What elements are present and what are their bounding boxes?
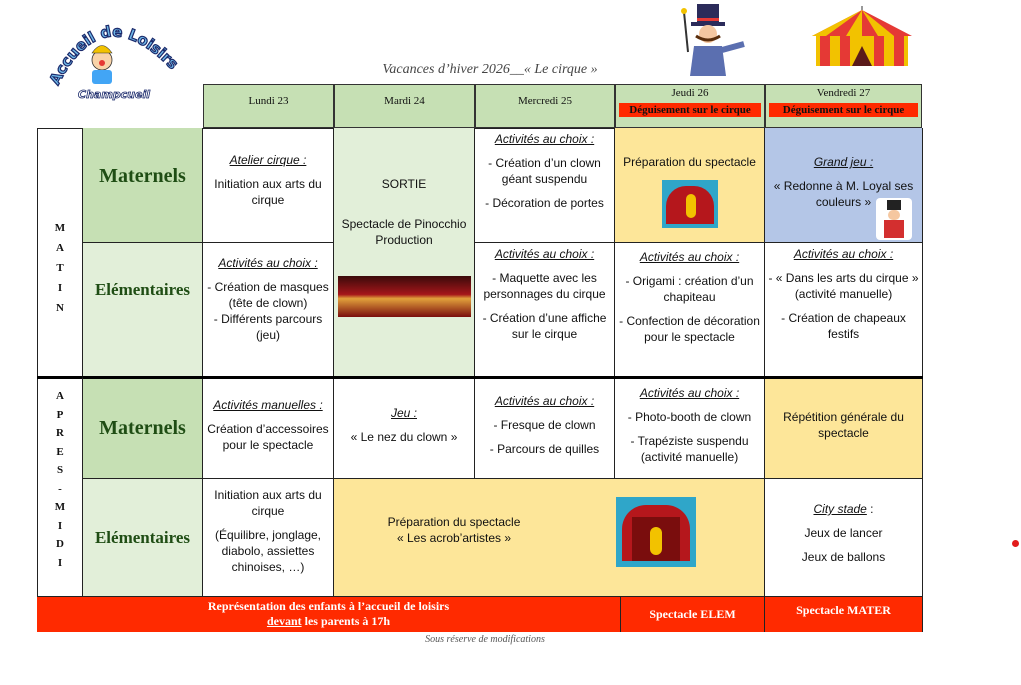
cell-aprem-maternels-jeudi xyxy=(615,379,765,479)
day-header-lundi xyxy=(203,84,334,128)
activity-title: Activités au choix : xyxy=(494,132,595,146)
activity-line: - Différents parcours (jeu) xyxy=(213,312,323,342)
representation-suffix: les parents à 17h xyxy=(301,614,391,628)
period-letter: I xyxy=(57,519,63,532)
activity-line: - « Dans les arts du cirque » (activité manuelle) xyxy=(768,271,919,301)
activity-title: Activités au choix : xyxy=(494,394,595,408)
period-letter: I xyxy=(57,556,63,569)
spectacle-elem-badge: Spectacle ELEM xyxy=(621,596,765,632)
activity-line: - Création de chapeaux festifs xyxy=(781,311,906,341)
period-letter: R xyxy=(56,427,64,439)
day-name: Lundi 23 xyxy=(248,95,289,107)
group-label-elementaires-aprem: Elémentaires xyxy=(83,479,203,596)
cell-aprem-maternels-mardi xyxy=(334,379,475,479)
day-name: Jeudi 26 xyxy=(671,87,709,99)
activity-line: Jeux de lancer xyxy=(804,526,883,540)
activity-line: - Création d’une affiche sur le cirque xyxy=(482,311,607,341)
period-letter: A xyxy=(56,242,64,254)
activity-line: - Création d’un clown géant suspendu xyxy=(488,156,601,186)
activity-title: Activités au choix : xyxy=(494,247,595,261)
activity-line: - Maquette avec les personnages du cirque xyxy=(483,271,606,301)
activity-line: - Décoration de portes xyxy=(485,196,604,210)
cell-matin-maternels-mercredi xyxy=(475,128,615,243)
activity-line: « Redonne à M. Loyal ses couleurs » xyxy=(773,179,914,209)
activity-title-suffix: : xyxy=(866,502,874,516)
day-header-jeudi xyxy=(615,84,765,128)
period-apres-midi xyxy=(37,376,83,596)
svg-text:Accueil de Loisirs xyxy=(46,22,180,87)
period-letter: A xyxy=(56,390,64,402)
modifications-note: Sous réserve de modifications xyxy=(425,634,545,645)
activity-title: Activités manuelles : xyxy=(213,398,323,412)
activity-line: Jeux de ballons xyxy=(801,550,886,564)
activity-line: Préparation du spectacle xyxy=(623,155,756,169)
period-letter: M xyxy=(54,222,66,234)
circus-stage-icon xyxy=(662,180,718,228)
activity-line: - Trapéziste suspendu (activité manuelle) xyxy=(630,434,749,464)
activity-line: Spectacle de Pinocchio Production xyxy=(341,217,467,247)
day-name: Mardi 24 xyxy=(384,95,425,107)
period-matin xyxy=(37,128,83,376)
spectacle-mater-badge: Spectacle MATER xyxy=(765,596,922,632)
day-name: Mercredi 25 xyxy=(517,95,573,107)
cell-matin-elementaires-jeudi xyxy=(615,243,765,376)
activity-line: - Création de masques (tête de clown) xyxy=(207,280,329,310)
period-letter: P xyxy=(56,408,64,421)
period-letter: D xyxy=(56,538,64,550)
activity-line: - Parcours de quilles xyxy=(489,442,600,456)
logo-clown-icon xyxy=(30,8,180,103)
activity-line: Initiation aux arts du cirque xyxy=(214,488,322,518)
activity-title: City stade xyxy=(813,502,867,516)
period-letter: I xyxy=(57,282,63,294)
costume-note-badge: Déguisement sur le cirque xyxy=(619,103,761,117)
cell-matin-elementaires-vendredi xyxy=(765,243,922,376)
theater-photo xyxy=(338,276,471,317)
day-header-vendredi xyxy=(765,84,922,128)
period-letter: N xyxy=(56,302,64,314)
period-letter: T xyxy=(56,262,64,274)
activity-line: SORTIE xyxy=(381,177,427,191)
activity-title: Atelier cirque : xyxy=(229,153,307,167)
activity-title: Activités au choix : xyxy=(793,247,894,261)
page-title: Vacances d’hiver 2026__« Le cirque » xyxy=(382,62,598,77)
cell-aprem-elementaires-vendredi xyxy=(765,479,922,596)
activity-title: Activités au choix : xyxy=(218,256,318,270)
activity-line: - Fresque de clown xyxy=(493,418,596,432)
group-label-maternels-matin: Maternels xyxy=(83,128,203,243)
cell-matin-maternels-jeudi xyxy=(615,128,765,243)
logo-title: Accueil de Loisir xyxy=(45,22,176,88)
activity-title-row xyxy=(813,501,873,517)
cell-matin-maternels-vendredi xyxy=(765,128,922,243)
group-label-maternels-aprem: Maternels xyxy=(83,379,203,479)
representation-banner xyxy=(37,596,621,632)
activity-line: Répétition générale du spectacle xyxy=(783,410,904,440)
activity-line: - Confection de décoration pour le spectacle xyxy=(619,314,760,344)
cell-matin-elementaires-lundi xyxy=(203,243,334,376)
day-name: Vendredi 27 xyxy=(816,87,871,99)
period-letter: S xyxy=(56,464,64,476)
cell-matin-maternels-lundi xyxy=(203,128,334,243)
logo-subtitle: Champcueil xyxy=(78,88,151,101)
cell-aprem-maternels-mercredi xyxy=(475,379,615,479)
activity-title: Activités au choix : xyxy=(639,250,740,264)
period-letter: M xyxy=(54,501,66,513)
activity-line: - Origami : création d’un chapiteau xyxy=(625,274,754,304)
activity-line: « Les acrob’artistes » xyxy=(396,531,512,545)
representation-line1: Représentation des enfants à l’accueil de loisirs xyxy=(207,599,450,613)
period-letter: E xyxy=(56,445,64,458)
activity-title: Activités au choix : xyxy=(639,386,740,400)
activity-line: - Photo-booth de clown xyxy=(627,410,752,424)
cell-aprem-elementaires-mardi-jeudi xyxy=(334,479,765,596)
cell-aprem-maternels-vendredi xyxy=(765,379,922,479)
representation-devant: devant xyxy=(266,614,302,628)
activity-line: « Le nez du clown » xyxy=(350,430,458,444)
group-label-elementaires-matin: Elémentaires xyxy=(83,243,203,376)
representation-line2 xyxy=(37,614,620,629)
logo xyxy=(30,8,180,103)
cell-matin-mardi-sortie xyxy=(334,128,475,376)
activity-line: (Équilibre, jonglage, diabolo, assiettes chinoises, …) xyxy=(214,528,322,574)
cell-aprem-maternels-lundi xyxy=(203,379,334,479)
day-header-mercredi xyxy=(475,84,615,128)
activity-title: Jeu : xyxy=(390,406,417,420)
day-header-mardi xyxy=(334,84,475,128)
activity-line: Initiation aux arts du cirque xyxy=(214,177,322,207)
circus-tent-illustration xyxy=(806,6,918,70)
circus-stage-icon xyxy=(616,497,696,567)
activity-line: Préparation du spectacle xyxy=(387,515,521,529)
period-letter: - xyxy=(58,482,62,495)
costume-note-badge: Déguisement sur le cirque xyxy=(769,103,918,117)
red-mark xyxy=(1012,540,1019,547)
ringmaster-illustration xyxy=(672,2,752,78)
ringmaster-icon xyxy=(876,198,912,240)
cell-matin-elementaires-mercredi xyxy=(475,243,615,376)
activity-line: Création d’accessoires pour le spectacle xyxy=(207,422,329,452)
cell-aprem-elementaires-lundi xyxy=(203,479,334,596)
activity-title: Grand jeu : xyxy=(813,155,874,169)
